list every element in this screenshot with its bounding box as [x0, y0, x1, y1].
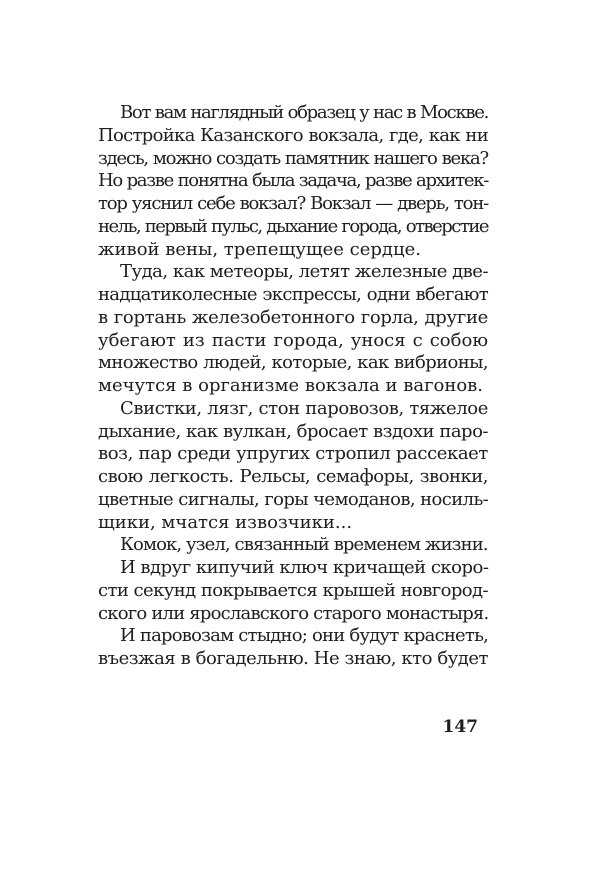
text-line: Свистки, лязг, стон паровозов, тяжелое — [120, 397, 488, 419]
text-line: Туда, как метеоры, летят железные две- — [120, 261, 489, 283]
text-line: воз, пар среди упругих стропил рассекает — [98, 443, 488, 465]
text-line: Вот вам наглядный образец у нас в Москве. — [120, 102, 488, 123]
text-line: мечутся в организме вокзала и вагонов. — [98, 375, 484, 396]
text-line: надцатиколесные экспрессы, одни вбегают — [98, 284, 488, 305]
paragraph — [98, 534, 488, 557]
text-line: свою легкость. Рельсы, семафоры, звонки, — [98, 466, 488, 487]
text-line: сти секунд покрывается крышей новгород- — [98, 579, 488, 601]
text-line: в гортань железобетонного горла, другие — [98, 306, 488, 328]
paragraph — [98, 625, 488, 671]
body-text — [98, 102, 488, 671]
text-line: нель, первый пульс, дыхание города, отверстие — [98, 215, 488, 237]
text-line: Постройка Казанского вокзала, где, как ни — [98, 124, 488, 146]
paragraph — [98, 261, 488, 398]
text-line: дыхание, как вулкан, бросает вздохи паро- — [98, 420, 488, 442]
paragraph — [98, 102, 488, 261]
page-number: 147 — [442, 717, 478, 737]
text-line: здесь, можно создать памятник нашего века? — [98, 147, 488, 169]
text-line: убегают из пасти города, унося с собою — [98, 329, 488, 351]
paragraph — [98, 557, 488, 625]
text-line: Комок, узел, связанный временем жизни. — [120, 534, 488, 556]
text-line: въезжая в богадельню. Не знаю, кто будет — [98, 648, 488, 669]
text-line: живой вены, трепещущее сердце. — [98, 238, 421, 260]
text-line: щики, мчатся извозчики... — [98, 511, 353, 533]
text-line: множество людей, которые, как вибрионы, — [98, 352, 488, 374]
paragraph — [98, 398, 488, 535]
text-line: Но разве понятна была задача, разве архитек- — [98, 170, 488, 192]
text-line: ского или ярославского старого монастыря. — [98, 602, 489, 624]
text-line: тор уяснил себе вокзал? Вокзал — дверь, тон- — [98, 193, 488, 214]
text-line: цветные сигналы, горы чемоданов, носиль- — [98, 488, 489, 510]
text-line: И паровозам стыдно; они будут краснеть, — [120, 625, 488, 647]
text-line: И вдруг кипучий ключ кричащей скоро- — [120, 557, 489, 578]
